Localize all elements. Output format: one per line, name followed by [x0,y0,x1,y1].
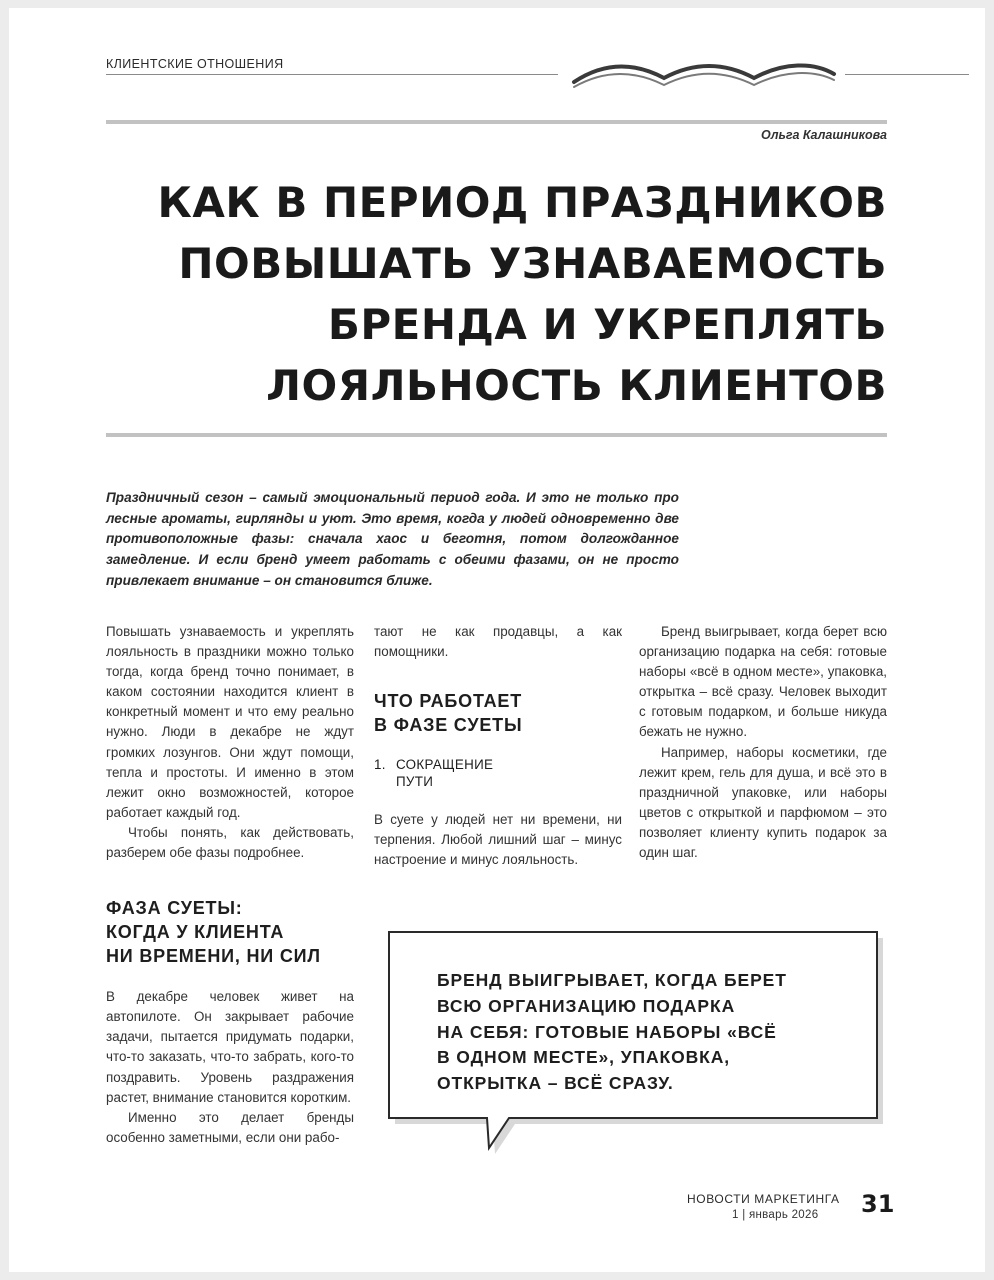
article-title [127,172,887,416]
heading-line: В ФАЗЕ СУЕТЫ [374,715,523,736]
subheading [374,756,622,790]
quote-line: ОТКРЫТКА – ВСЁ СРАЗУ. [437,1073,674,1094]
quote-line: БРЕНД ВЫИГРЫВАЕТ, КОГДА БЕРЕТ [437,970,787,990]
heading-line: ЧТО РАБОТАЕТ [374,691,523,712]
column-1 [106,622,354,1148]
paragraph: Например, наборы косметики, где лежит крем, гель для душа, и всё это в праздничной упаковке, или наборы цветов с открыткой и парфюмом – это позволяет клиенту купить подарок за один шаг. [639,744,887,861]
heading-line: НИ ВРЕМЕНИ, НИ СИЛ [106,946,321,967]
subheading-line: ПУТИ [396,774,434,790]
title-line: ПОВЫШАТЬ УЗНАВАЕМОСТЬ [178,239,887,288]
heading-line: КОГДА У КЛИЕНТА [106,922,285,943]
magazine-page [9,8,985,1272]
title-rule-top [106,120,887,124]
paragraph: Бренд выигрывает, когда берет всю организацию подарка на себя: готовые наборы «всё в одном месте», упаковка, открытка – всё сразу. Человек выходит с готовым подарком, и больше никуда бежать не нужно. [639,624,887,740]
subheading-text [396,756,493,790]
header-divider-left [106,74,558,75]
subheading-line: СОКРАЩЕНИЕ [396,757,494,773]
title-line: КАК В ПЕРИОД ПРАЗДНИКОВ [157,178,887,227]
paragraph: В декабре человек живет на автопилоте. Он закрывает рабочие задачи, пытается придумать подарки, что-то заказать, что-то забрать, кого-то поздравить. Уровень раздражения растет, внимание становится коротким. [106,989,354,1105]
lead-paragraph: Праздничный сезон – самый эмоциональный период года. И это не только про лесные ароматы, гирлянды и уют. Это время, когда у людей одновременно две противоположные фазы: сначала хаос и беготня, потом долгожданное замедление. И если бренд умеет работать с обеими фазами, он не просто привлекает внимание – он становится ближе. [106,490,679,588]
paragraph: тают не как продавцы, а как помощники. [374,624,622,660]
quote-line: ВСЮ ОРГАНИЗАЦИЮ ПОДАРКА [437,995,736,1016]
paragraph: Повышать узнаваемость и укреплять лояльность в праздники можно только тогда, когда бренд точно понимает, в каком состоянии находится клиент в конкретный момент и что ему реально нужно. Люди в декабре не ждут громких лозунгов. Они ждут помощи, тепла и простоты. И именно в этом лежит окно возможностей, которое работает каждый год. [106,624,354,820]
wave-ornament-icon [569,60,839,90]
footer-issue-date: 1 | январь 2026 [732,1209,819,1221]
section-label: КЛИЕНТСКИЕ ОТНОШЕНИЯ [106,57,284,71]
column-3 [639,622,887,863]
paragraph: Именно это делает бренды особенно заметными, если они рабо- [106,1109,354,1145]
title-line: БРЕНДА И УКРЕПЛЯТЬ [327,300,887,349]
title-rule-bottom [106,433,887,437]
title-line: ЛОЯЛЬНОСТЬ КЛИЕНТОВ [266,361,887,410]
header-divider-right [845,74,969,75]
heading-line: ФАЗА СУЕТЫ: [106,898,243,919]
section-heading [374,689,622,737]
paragraph: Чтобы понять, как действовать, разберем обе фазы подробнее. [106,824,354,861]
page-number: 31 [861,1190,895,1218]
quote-line: НА СЕБЯ: ГОТОВЫЕ НАБОРЫ «ВСЁ [437,1021,777,1042]
paragraph: В суете у людей нет ни времени, ни терпения. Любой лишний шаг – минус настроение и минус лояльность. [374,812,622,868]
quote-line: В ОДНОМ МЕСТЕ», УПАКОВКА, [437,1047,731,1068]
pull-quote-text [437,968,857,1097]
subheading-number: 1. [374,757,386,773]
section-heading [106,896,354,968]
column-2 [374,622,622,870]
author-name: Ольга Калашникова [761,128,887,142]
footer-magazine-name: НОВОСТИ МАРКЕТИНГА [687,1192,840,1206]
